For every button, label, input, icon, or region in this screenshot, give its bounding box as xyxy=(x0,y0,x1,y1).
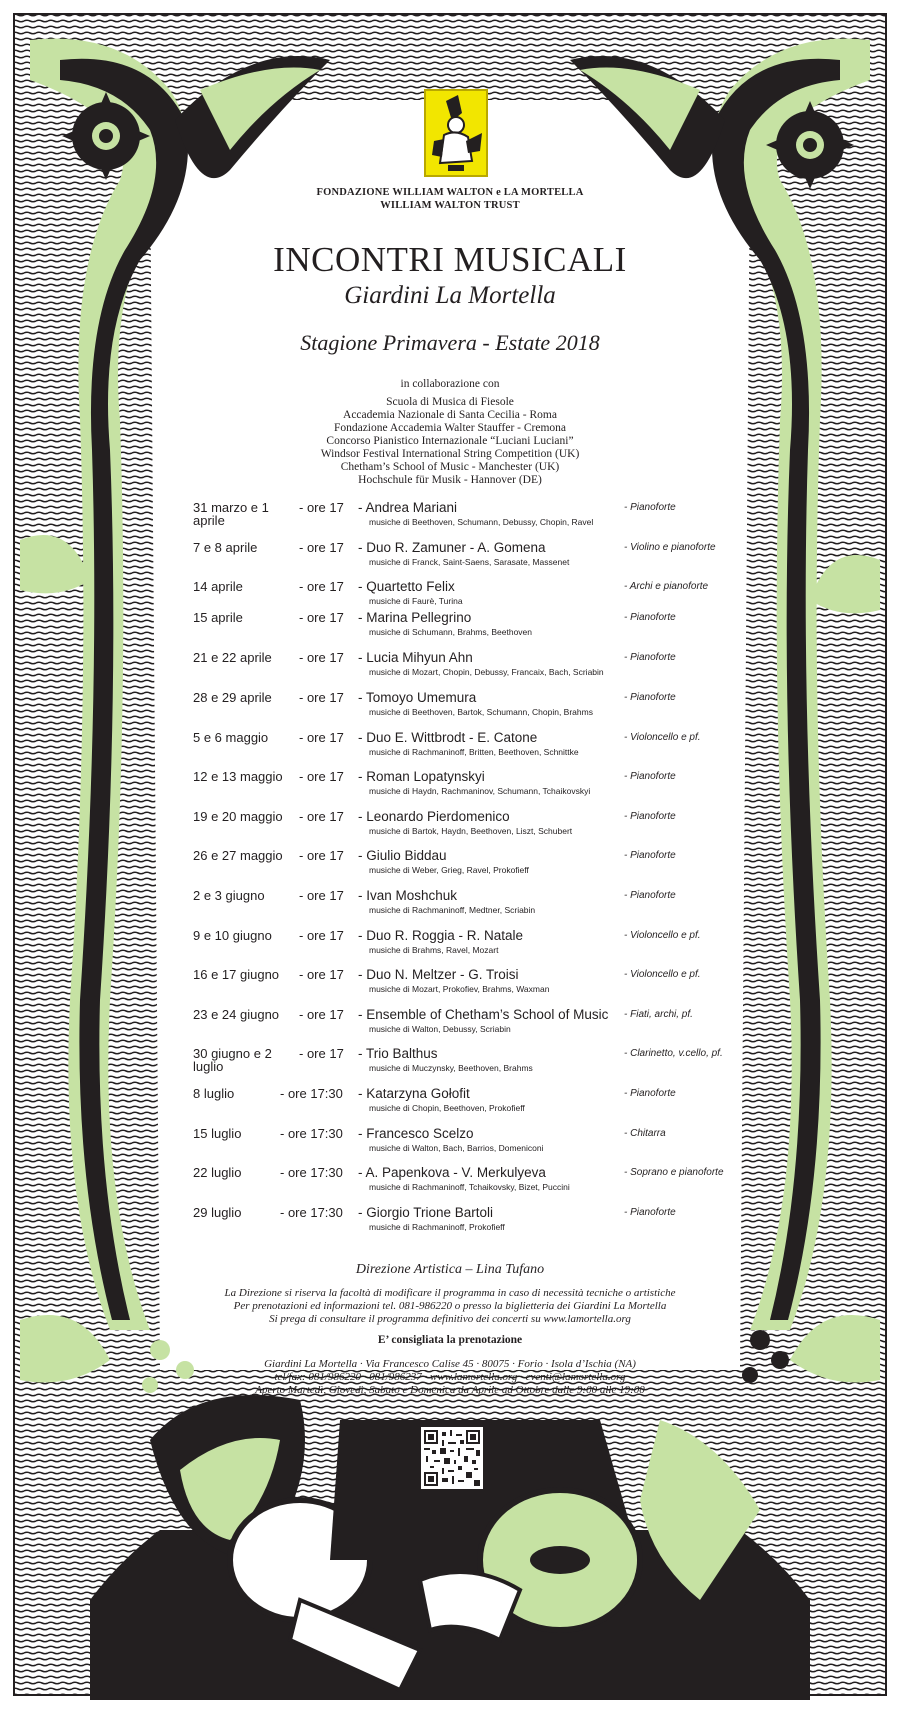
program-row xyxy=(193,611,753,647)
concert-composers: musiche di Faurè, Turina xyxy=(369,596,463,607)
concert-time: - ore 17 xyxy=(299,769,344,785)
concert-composers: musiche di Mozart, Prokofiev, Brahms, Waxman xyxy=(369,984,550,995)
concert-instrument: - Pianoforte xyxy=(624,612,676,623)
concert-instrument: - Chitarra xyxy=(624,1127,666,1139)
concert-composers: musiche di Beethoven, Bartok, Schumann, Chopin, Brahms xyxy=(369,707,593,717)
concert-composers: musiche di Mozart, Chopin, Debussy, Francaix, Bach, Scriabin xyxy=(369,667,604,677)
concert-time: - ore 17 xyxy=(299,927,344,943)
concert-performer: - Trio Balthus xyxy=(358,1046,438,1062)
concert-date: 21 e 22 aprile xyxy=(193,650,272,665)
concert-date: 5 e 6 maggio xyxy=(193,729,269,745)
concert-time: - ore 17 xyxy=(299,610,344,625)
concert-instrument: - Pianoforte xyxy=(624,810,676,822)
concert-date: 26 e 27 maggio xyxy=(193,848,283,864)
concert-performer: - Giorgio Trione Bartoli xyxy=(358,1204,494,1220)
program-row xyxy=(193,1008,753,1044)
logo-drawing xyxy=(426,91,486,175)
concert-instrument: - Pianoforte xyxy=(624,890,676,901)
program-row xyxy=(193,770,753,806)
collaboration-intro: in collaborazione con xyxy=(400,378,500,390)
foundation-line: WILLIAM WALTON TRUST xyxy=(380,200,520,211)
concert-performer: - Ivan Moshchuk xyxy=(358,888,458,903)
concert-composers: musiche di Weber, Grieg, Ravel, Prokofieff xyxy=(369,865,529,876)
partner-item: Scuola di Musica di Fiesole xyxy=(386,396,514,408)
concert-composers: musiche di Rachmaninoff, Tchaikovsky, Bizet, Puccini xyxy=(369,1182,570,1193)
concert-time: - ore 17:30 xyxy=(280,1204,343,1220)
concert-composers: musiche di Franck, Saint-Saens, Sarasate, Massenet xyxy=(369,556,570,567)
note-line: Si prega di consultare il programma definitivo dei concerti su www.lamortella.org xyxy=(269,1313,631,1325)
concert-instrument: - Pianoforte xyxy=(624,850,676,862)
program-row xyxy=(193,810,753,846)
note-line: La Direzione si riserva la facoltà di modificare il programma in caso di necessità tecniche o artistiche xyxy=(224,1287,676,1299)
artistic-direction: Direzione Artistica – Lina Tufano xyxy=(355,1262,545,1277)
concert-instrument: - Violoncello e pf. xyxy=(624,969,701,981)
season-heading: Stagione Primavera - Estate 2018 xyxy=(300,330,600,355)
concert-instrument: - Violoncello e pf. xyxy=(624,731,701,743)
concert-date: 14 aprile xyxy=(193,579,243,595)
concert-composers: musiche di Beethoven, Schumann, Debussy, Chopin, Ravel xyxy=(369,517,594,527)
collaboration-block xyxy=(190,378,710,487)
program-row xyxy=(193,651,753,687)
program-row xyxy=(193,889,753,925)
concert-instrument: - Violoncello e pf. xyxy=(624,929,701,941)
concert-instrument: - Pianoforte xyxy=(624,1088,676,1099)
concert-instrument: - Violino e pianoforte xyxy=(624,541,716,553)
partner-item: Windsor Festival International String Competition (UK) xyxy=(320,448,580,460)
concert-composers: musiche di Schumann, Brahms, Beethoven xyxy=(369,627,533,637)
page-subtitle: Giardini La Mortella xyxy=(344,282,556,309)
concert-composers: musiche di Walton, Bach, Barrios, Domeniconi xyxy=(369,1142,544,1153)
concert-date: 28 e 29 aprile xyxy=(193,690,272,705)
partner-item: Fondazione Accademia Walter Stauffer - Cremona xyxy=(333,422,567,434)
concert-performer: - Roman Lopatynskyi xyxy=(358,769,485,785)
notes-block xyxy=(160,1287,740,1326)
program-row xyxy=(193,968,753,1004)
program-row xyxy=(193,1206,753,1242)
concert-performer: - Duo R. Zamuner - A. Gomena xyxy=(358,539,546,555)
concert-performer: - Lucia Mihyun Ahn xyxy=(358,650,473,665)
concert-time: - ore 17:30 xyxy=(280,1125,343,1141)
booking-note: E’ consigliata la prenotazione xyxy=(377,1334,523,1346)
concert-time: - ore 17 xyxy=(299,539,344,555)
concert-time: - ore 17 xyxy=(299,650,344,665)
concert-performer: - Francesco Scelzo xyxy=(358,1125,474,1141)
partner-item: Accademia Nazionale di Santa Cecilia - Roma xyxy=(343,409,557,421)
contact-line: Aperto Martedì, Giovedì, Sabato e Domenica da Aprile ad Ottobre dalle 9:00 alle 19:00 xyxy=(255,1384,645,1396)
concert-time: - ore 17 xyxy=(299,967,344,983)
concert-composers: musiche di Rachmaninoff, Prokofieff xyxy=(369,1221,505,1232)
concert-date: 9 e 10 giugno xyxy=(193,927,272,943)
concert-performer: - Duo E. Wittbrodt - E. Catone xyxy=(358,729,538,745)
concert-date: 2 e 3 giugno xyxy=(193,888,265,903)
concert-instrument: - Fiati, archi, pf. xyxy=(624,1008,693,1020)
concert-date: 31 marzo e 1 aprile xyxy=(193,500,269,528)
program-row xyxy=(193,849,753,885)
concert-performer: - Duo R. Roggia - R. Natale xyxy=(358,927,524,943)
concert-composers: musiche di Chopin, Beethoven, Prokofieff xyxy=(369,1103,525,1113)
contacts-block xyxy=(160,1358,740,1397)
concert-instrument: - Soprano e pianoforte xyxy=(624,1167,724,1179)
program-row xyxy=(193,929,753,965)
concert-time: - ore 17 xyxy=(299,729,344,745)
concert-time: - ore 17:30 xyxy=(280,1165,343,1181)
concert-date: 29 luglio xyxy=(193,1204,242,1220)
concert-time: - ore 17 xyxy=(299,888,344,903)
concert-instrument: - Clarinetto, v.cello, pf. xyxy=(624,1048,723,1060)
concert-date: 22 luglio xyxy=(193,1165,242,1181)
concert-performer: - Andrea Mariani xyxy=(358,500,458,515)
concert-instrument: - Pianoforte xyxy=(624,502,676,513)
concert-time: - ore 17:30 xyxy=(280,1086,343,1101)
concert-performer: - Katarzyna Gołofit xyxy=(358,1086,470,1101)
concert-composers: musiche di Brahms, Ravel, Mozart xyxy=(369,944,499,955)
concert-date: 16 e 17 giugno xyxy=(193,967,280,983)
concert-time: - ore 17 xyxy=(299,808,344,824)
concert-date: 30 giugno e 2 luglio xyxy=(193,1046,272,1075)
concert-performer: - Leonardo Pierdomenico xyxy=(358,808,510,824)
concert-date: 15 luglio xyxy=(193,1125,242,1141)
concert-performer: - Tomoyo Umemura xyxy=(358,690,477,705)
concert-composers: musiche di Bartok, Haydn, Beethoven, Liszt, Schubert xyxy=(369,825,573,836)
program-row xyxy=(193,541,753,577)
contact-line: tel/fax: 081/986220 · 081/986237 · www.lamortella.org · eventi@lamortella.org xyxy=(274,1371,626,1383)
concert-time: - ore 17 xyxy=(299,1046,344,1062)
partner-item: Hochschule für Musik - Hannover (DE) xyxy=(358,474,542,486)
concert-performer: - Duo N. Meltzer - G. Troisi xyxy=(358,967,519,983)
program-row xyxy=(193,1127,753,1163)
page-title: INCONTRI MUSICALI xyxy=(273,240,627,279)
concert-date: 8 luglio xyxy=(193,1086,235,1101)
concert-instrument: - Archi e pianoforte xyxy=(624,581,709,593)
concert-composers: musiche di Haydn, Rachmaninov, Schumann, Tchaikovskyi xyxy=(369,786,591,797)
concert-performer: - Ensemble of Chetham’s School of Music xyxy=(358,1006,609,1022)
concert-time: - ore 17 xyxy=(299,1006,344,1022)
concert-performer: - A. Papenkova - V. Merkulyeva xyxy=(358,1165,546,1181)
concert-time: - ore 17 xyxy=(299,848,344,864)
concert-composers: musiche di Rachmaninoff, Britten, Beethoven, Schnittke xyxy=(369,746,579,757)
note-line: Per prenotazioni ed informazioni tel. 081-986220 o presso la biglietteria dei Giardini La Mortella xyxy=(233,1300,667,1312)
concert-date: 19 e 20 maggio xyxy=(193,808,283,824)
program-row xyxy=(193,1047,753,1083)
concert-composers: musiche di Walton, Debussy, Scriabin xyxy=(369,1023,511,1034)
concert-performer: - Giulio Biddau xyxy=(358,848,447,864)
concert-time: - ore 17 xyxy=(299,579,344,595)
program-row xyxy=(193,1166,753,1202)
program-row xyxy=(193,731,753,767)
foundation-name xyxy=(190,186,710,212)
concert-composers: musiche di Rachmaninoff, Medtner, Scriabin xyxy=(369,905,536,915)
logo-emblem xyxy=(424,89,488,177)
concert-date: 7 e 8 aprile xyxy=(193,539,258,555)
program-row xyxy=(193,1087,753,1123)
concert-time: - ore 17 xyxy=(299,690,344,705)
concert-instrument: - Pianoforte xyxy=(624,692,676,703)
concert-performer: - Marina Pellegrino xyxy=(358,610,472,625)
concert-performer: - Quartetto Felix xyxy=(358,579,455,595)
contact-line: Giardini La Mortella · Via Francesco Calise 45 · 80075 · Forio · Isola d’Ischia (NA) xyxy=(264,1358,636,1370)
program-row xyxy=(193,691,753,727)
concert-composers: musiche di Muczynsky, Beethoven, Brahms xyxy=(369,1063,533,1074)
concert-date: 12 e 13 maggio xyxy=(193,769,283,785)
concert-instrument: - Pianoforte xyxy=(624,771,676,783)
concert-date: 23 e 24 giugno xyxy=(193,1006,280,1022)
concert-date: 15 aprile xyxy=(193,610,243,625)
program-row xyxy=(193,501,753,537)
foundation-line: FONDAZIONE WILLIAM WALTON e LA MORTELLA xyxy=(316,187,584,198)
partner-item: Chetham’s School of Music - Manchester (UK) xyxy=(340,461,560,473)
partner-item: Concorso Pianistico Internazionale “Luciani Luciani” xyxy=(326,435,574,447)
concert-time: - ore 17 xyxy=(299,500,344,515)
concert-instrument: - Pianoforte xyxy=(624,652,676,663)
concert-instrument: - Pianoforte xyxy=(624,1206,676,1218)
qr-code-icon[interactable] xyxy=(421,1427,483,1489)
